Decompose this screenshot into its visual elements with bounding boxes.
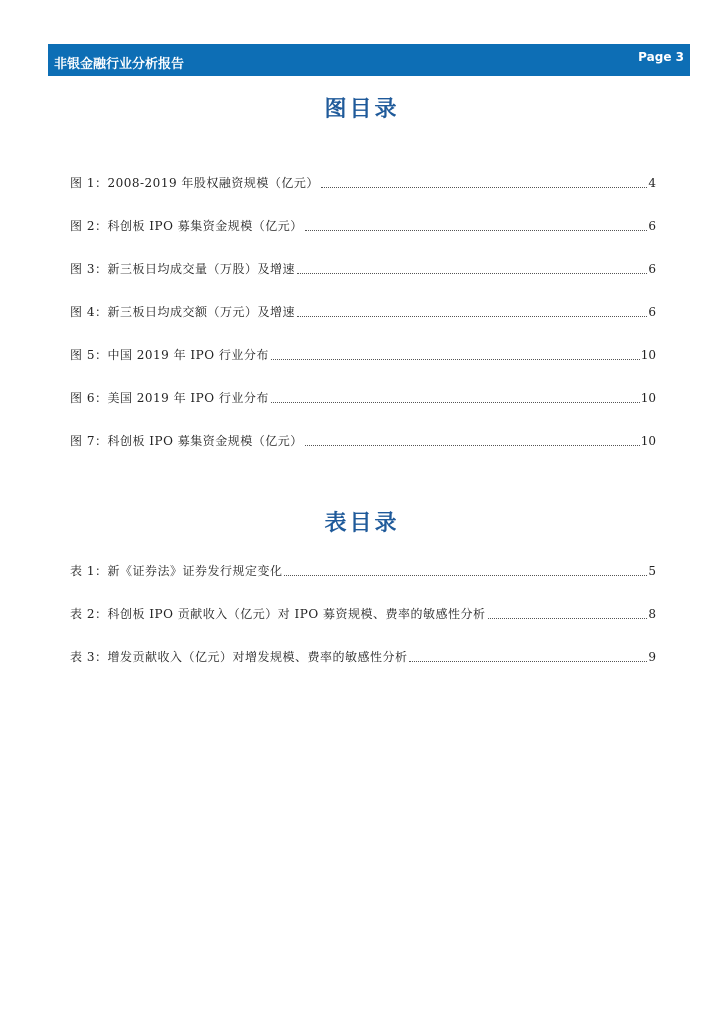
toc-entry-page: 10: [640, 391, 656, 405]
toc-entry-page: 4: [648, 176, 656, 190]
figure-toc-entry-6[interactable]: [70, 390, 656, 406]
toc-entry-page: 9: [648, 650, 656, 664]
toc-entry-label: 图 1：2008-2019 年股权融资规模（亿元）: [70, 176, 319, 190]
dot-leader: [297, 315, 647, 317]
toc-entry-label: 图 6：美国 2019 年 IPO 行业分布: [70, 391, 269, 405]
toc-entry-page: 6: [648, 305, 656, 319]
toc-entry-label: 图 4：新三板日均成交额（万元）及增速: [70, 305, 295, 319]
page-number: Page 3: [638, 50, 684, 64]
toc-entry-label: 图 7：科创板 IPO 募集资金规模（亿元）: [70, 434, 303, 448]
dot-leader: [409, 660, 647, 662]
figure-toc-entry-2[interactable]: [70, 218, 656, 234]
toc-entry-page: 10: [640, 348, 656, 362]
toc-entry-label: 表 1：新《证券法》证券发行规定变化: [70, 564, 283, 578]
toc-entry-page: 8: [648, 607, 656, 621]
dot-leader: [321, 186, 647, 188]
toc-entry-label: 表 2：科创板 IPO 贡献收入（亿元）对 IPO 募资规模、费率的敏感性分析: [70, 607, 486, 621]
toc-entry-page: 5: [648, 564, 656, 578]
toc-entry-label: 表 3：增发贡献收入（亿元）对增发规模、费率的敏感性分析: [70, 650, 408, 664]
figure-toc-entry-7[interactable]: [70, 433, 656, 449]
dot-leader: [488, 617, 648, 619]
dot-leader: [284, 574, 647, 576]
figure-toc-entry-3[interactable]: [70, 261, 656, 277]
toc-entry-page: 10: [640, 434, 656, 448]
table-toc-entry-2[interactable]: [70, 606, 656, 622]
dot-leader: [305, 229, 648, 231]
figure-toc-entry-5[interactable]: [70, 347, 656, 363]
tables-toc-title: 表目录: [324, 510, 400, 536]
dot-leader: [271, 358, 640, 360]
dot-leader: [271, 401, 640, 403]
toc-entry-page: 6: [648, 219, 656, 233]
figure-toc-entry-4[interactable]: [70, 304, 656, 320]
figures-toc-title: 图目录: [324, 96, 400, 122]
toc-entry-label: 图 5：中国 2019 年 IPO 行业分布: [70, 348, 269, 362]
figure-toc-entry-1[interactable]: [70, 175, 656, 191]
dot-leader: [305, 444, 640, 446]
toc-entry-label: 图 3：新三板日均成交量（万股）及增速: [70, 262, 295, 276]
dot-leader: [297, 272, 647, 274]
report-title: 非银金融行业分析报告: [54, 57, 185, 72]
toc-entry-page: 6: [648, 262, 656, 276]
toc-entry-label: 图 2：科创板 IPO 募集资金规模（亿元）: [70, 219, 303, 233]
report-header-bar: [48, 44, 690, 76]
table-toc-entry-1[interactable]: [70, 563, 656, 579]
table-toc-entry-3[interactable]: [70, 649, 656, 665]
